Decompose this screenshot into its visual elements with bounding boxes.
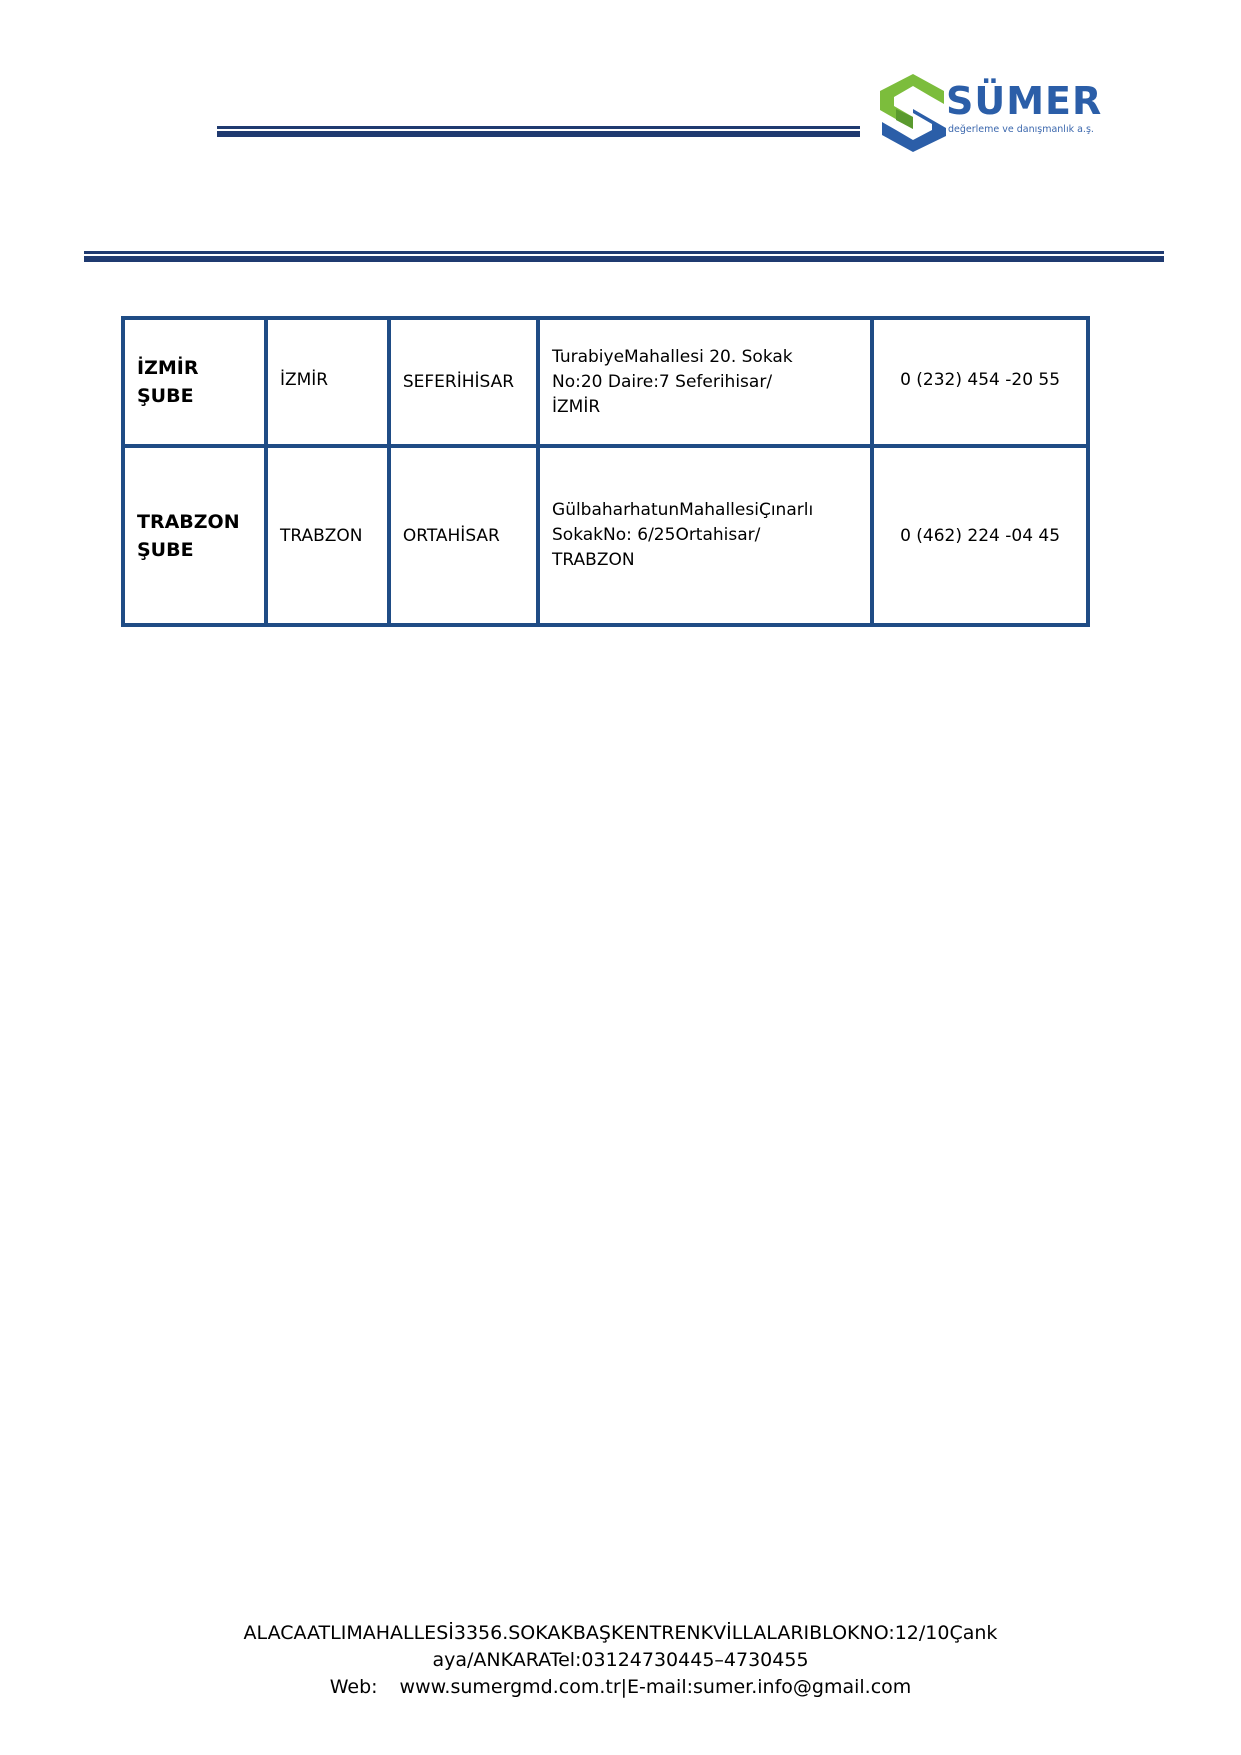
address-line: GülbaharhatunMahallesiÇınarlı: [552, 500, 814, 520]
web-label: Web:: [329, 1676, 378, 1698]
branch-type: ŞUBE: [137, 538, 194, 561]
branch-address-cell: [538, 318, 872, 446]
branch-phone: 0 (462) 224 -04 45: [900, 525, 1061, 546]
branch-city: TRABZON: [279, 525, 363, 546]
branch-address-cell: [538, 446, 872, 625]
branch-district: SEFERİHİSAR: [402, 372, 515, 392]
table-row: [123, 318, 1088, 446]
branch-table: [121, 316, 1090, 627]
address-line: TurabiyeMahallesi 20. Sokak: [552, 346, 793, 367]
section-rule: [84, 251, 1164, 262]
branch-name: İZMİR: [137, 357, 199, 379]
branch-phone-cell: [872, 446, 1088, 625]
address-line: No:20 Daire:7 Seferihisar/: [552, 371, 773, 392]
address-line: SokakNo: 6/25Ortahisar/: [552, 525, 761, 545]
logo-wordmark: SÜMER: [946, 79, 1103, 123]
branch-phone-cell: [872, 318, 1088, 446]
logo-tagline: değerleme ve danışmanlık a.ş.: [948, 124, 1094, 135]
sumer-logo-icon: [878, 74, 948, 152]
branch-district-cell: [389, 446, 538, 625]
footer-address-line: aya/ANKARATel:03124730445–4730455: [432, 1649, 809, 1671]
web-contact: www.sumergmd.com.tr|E-mail:sumer.info@gmail.com: [399, 1676, 912, 1698]
branch-name-cell: [123, 318, 266, 446]
branch-city-cell: [266, 446, 389, 625]
branch-district: ORTAHİSAR: [402, 525, 500, 546]
footer-web-line: [0, 1674, 1241, 1701]
page-footer: [0, 1620, 1241, 1701]
branch-phone: 0 (232) 454 -20 55: [900, 370, 1061, 390]
branch-name: TRABZON: [137, 510, 240, 533]
branch-city: İZMİR: [279, 370, 329, 390]
branch-city-cell: [266, 318, 389, 446]
table-row: [123, 446, 1088, 625]
footer-address-line: ALACAATLIMAHALLESİ3356.SOKAKBAŞKENTRENKVİLLALARIBLOKNO:12/10Çank: [243, 1622, 998, 1644]
branch-type: ŞUBE: [137, 385, 194, 407]
branch-district-cell: [389, 318, 538, 446]
header-rule: [217, 126, 860, 137]
address-line: İZMİR: [552, 396, 601, 417]
company-logo: [878, 72, 1103, 152]
branch-name-cell: [123, 446, 266, 625]
address-line: TRABZON: [552, 550, 635, 570]
